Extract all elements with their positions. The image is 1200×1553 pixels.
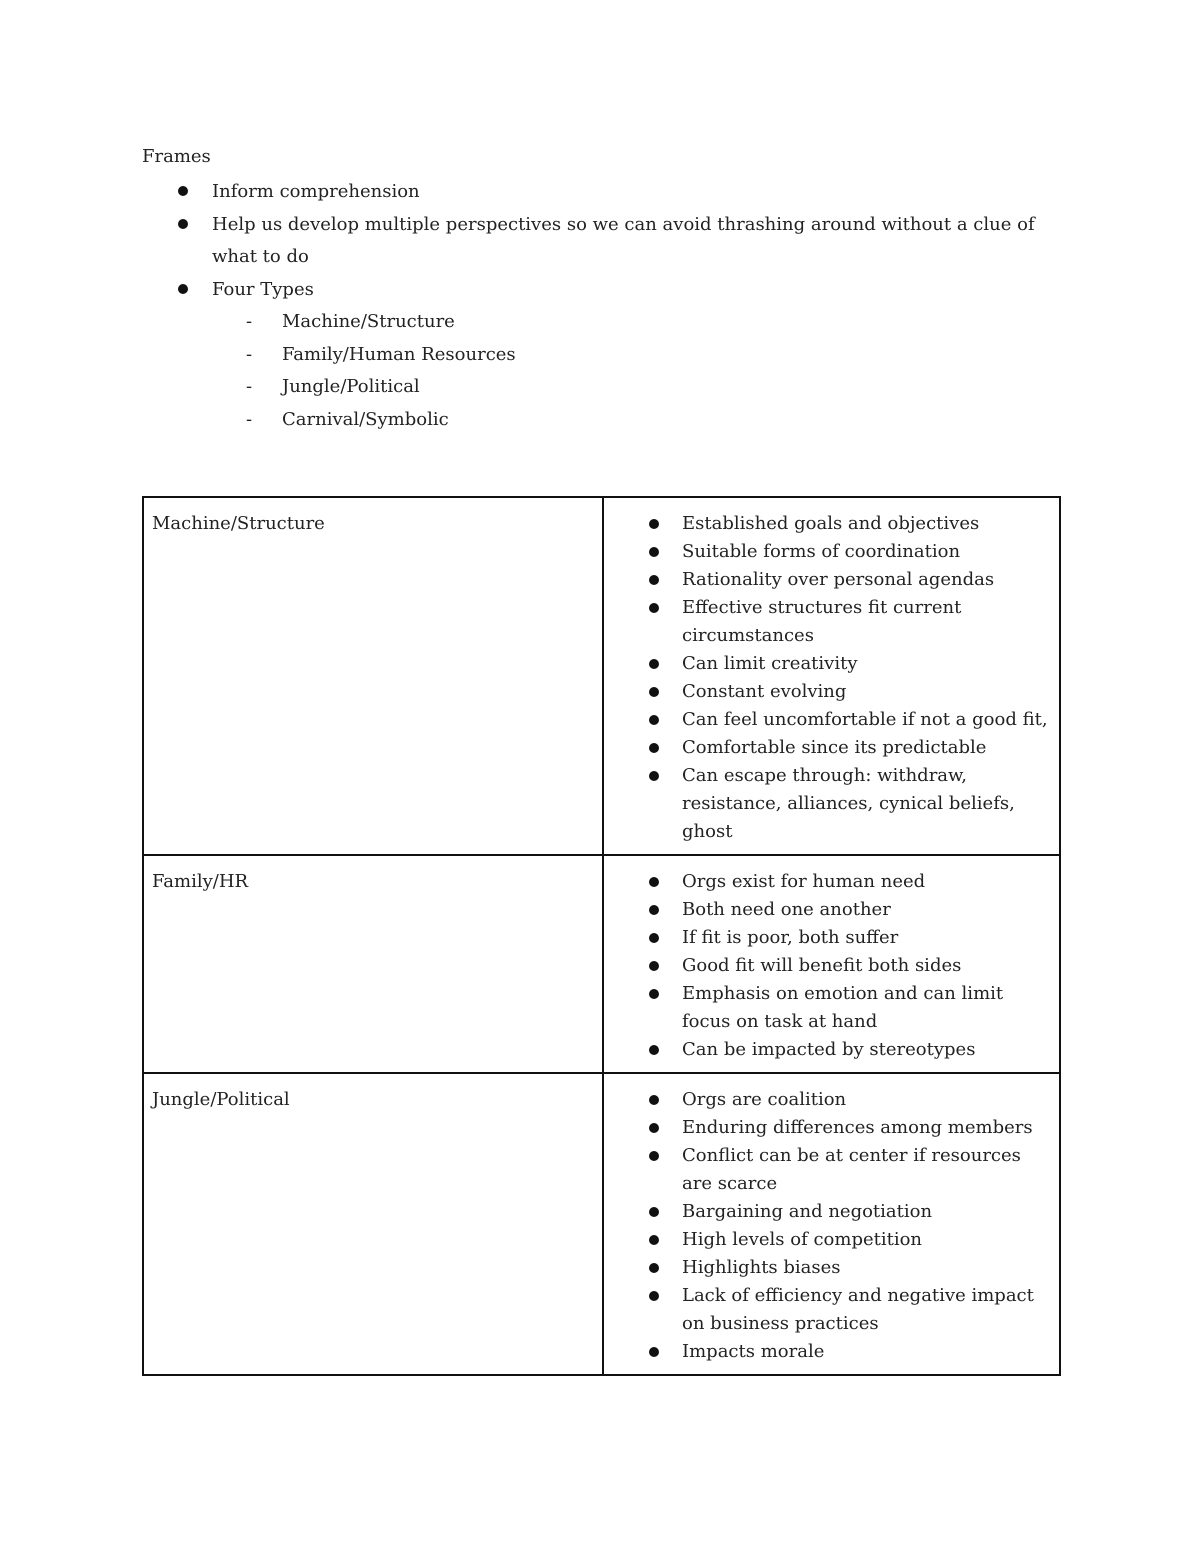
list-item-text: Impacts morale (682, 1341, 825, 1362)
list-item-text: Help us develop multiple perspectives so we can avoid thrashing around without a clue of what to do (212, 213, 1035, 267)
bullet-icon (649, 1045, 659, 1055)
bullet-icon (649, 877, 659, 887)
frame-label-cell: Machine/Structure (143, 497, 603, 855)
frame-details-list (612, 868, 1051, 1064)
list-item (212, 176, 1062, 209)
page-title: Frames (142, 146, 211, 167)
bullet-icon (649, 933, 659, 943)
list-item-text: Four Types (212, 278, 314, 300)
bullet-icon (649, 1235, 659, 1245)
list-item-text: Conflict can be at center if resources are scarce (682, 1145, 1021, 1194)
bullet-icon (649, 547, 659, 557)
bullet-icon (178, 186, 188, 196)
bullet-icon (178, 219, 188, 229)
frame-details-list (612, 1086, 1051, 1366)
list-item (682, 566, 1051, 594)
intro-bullet-list (212, 176, 1062, 436)
list-item-text: Constant evolving (682, 681, 847, 702)
list-item (682, 1254, 1051, 1282)
list-item-text: Highlights biases (682, 1257, 841, 1278)
bullet-icon (649, 687, 659, 697)
list-item (682, 678, 1051, 706)
frame-details-cell (603, 497, 1060, 855)
list-item (682, 1142, 1051, 1198)
list-item (682, 952, 1051, 980)
four-types-list (212, 306, 1062, 436)
bullet-icon (649, 1347, 659, 1357)
table-row (143, 1073, 1060, 1375)
list-item (682, 538, 1051, 566)
list-item (682, 868, 1051, 896)
list-item (682, 510, 1051, 538)
list-item-text: Emphasis on emotion and can limit focus on task at hand (682, 983, 1004, 1032)
list-item (212, 209, 1062, 274)
bullet-icon (649, 771, 659, 781)
list-item (682, 1282, 1051, 1338)
frame-label-cell: Family/HR (143, 855, 603, 1073)
list-item-text: Lack of efficiency and negative impact on business practices (682, 1285, 1034, 1334)
list-item (682, 734, 1051, 762)
sub-list-item-text: Machine/Structure (282, 311, 455, 332)
list-item (682, 1114, 1051, 1142)
bullet-icon (649, 1095, 659, 1105)
bullet-icon (649, 743, 659, 753)
dash-marker: - (246, 311, 253, 332)
bullet-icon (649, 603, 659, 613)
bullet-icon (649, 1291, 659, 1301)
bullet-icon (649, 961, 659, 971)
bullet-icon (649, 1123, 659, 1133)
frame-label-cell: Jungle/Political (143, 1073, 603, 1375)
list-item-text: Comfortable since its predictable (682, 737, 987, 758)
list-item (682, 706, 1051, 734)
list-item-text: Orgs are coalition (682, 1089, 847, 1110)
list-item (682, 1198, 1051, 1226)
list-item-text: Good fit will benefit both sides (682, 955, 962, 976)
list-item (682, 762, 1051, 846)
frame-details-list (612, 510, 1051, 846)
list-item-text: If fit is poor, both suffer (682, 927, 899, 948)
list-item (682, 896, 1051, 924)
sub-list-item-text: Family/Human Resources (282, 343, 516, 365)
bullet-icon (649, 575, 659, 585)
bullet-icon (649, 659, 659, 669)
frame-details-cell (603, 855, 1060, 1073)
list-item-text: Can feel uncomfortable if not a good fit, (682, 709, 1048, 730)
list-item (212, 274, 1062, 437)
list-item-text: Can be impacted by stereotypes (682, 1039, 976, 1060)
dash-marker: - (246, 343, 253, 365)
sub-list-item (246, 404, 1062, 437)
bullet-icon (178, 284, 188, 294)
list-item (682, 1036, 1051, 1064)
list-item-text: Established goals and objectives (682, 513, 980, 534)
list-item-text: Can limit creativity (682, 653, 858, 674)
list-item-text: Effective structures fit current circumstances (682, 597, 962, 646)
table-row (143, 855, 1060, 1073)
list-item (682, 1226, 1051, 1254)
dash-marker: - (246, 408, 253, 430)
sub-list-item-text: Carnival/Symbolic (282, 408, 449, 430)
bullet-icon (649, 715, 659, 725)
list-item-text: Both need one another (682, 899, 891, 920)
list-item (682, 650, 1051, 678)
list-item-text: Enduring differences among members (682, 1117, 1033, 1138)
bullet-icon (649, 1263, 659, 1273)
sub-list-item-text: Jungle/Political (282, 376, 420, 397)
list-item-text: Orgs exist for human need (682, 871, 926, 892)
frame-details-cell (603, 1073, 1060, 1375)
frames-table (142, 496, 1061, 1376)
bullet-icon (649, 905, 659, 915)
list-item-text: Inform comprehension (212, 181, 420, 202)
bullet-icon (649, 519, 659, 529)
list-item (682, 980, 1051, 1036)
list-item-text: Bargaining and negotiation (682, 1201, 933, 1222)
list-item-text: Can escape through: withdraw, resistance, alliances, cynical beliefs, ghost (682, 765, 1015, 842)
bullet-icon (649, 1207, 659, 1217)
list-item-text: High levels of competition (682, 1229, 923, 1250)
list-item (682, 924, 1051, 952)
list-item-text: Suitable forms of coordination (682, 541, 961, 562)
list-item (682, 1338, 1051, 1366)
list-item (682, 594, 1051, 650)
bullet-icon (649, 1151, 659, 1161)
sub-list-item (246, 306, 1062, 339)
table-row (143, 497, 1060, 855)
list-item-text: Rationality over personal agendas (682, 569, 995, 590)
list-item (682, 1086, 1051, 1114)
bullet-icon (649, 989, 659, 999)
dash-marker: - (246, 376, 253, 397)
sub-list-item (246, 339, 1062, 372)
sub-list-item (246, 371, 1062, 404)
